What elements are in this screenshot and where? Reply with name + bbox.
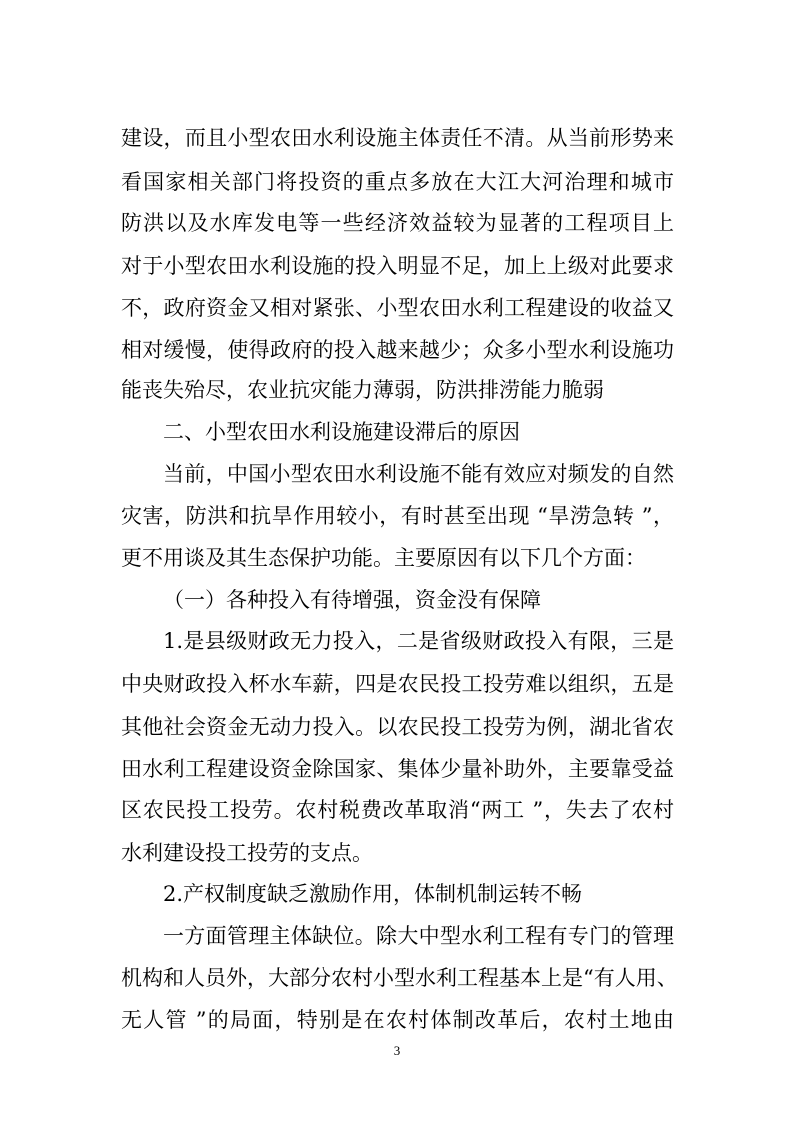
body-line: 对于小型农田水利设施的投入明显不足，加上上级对此要求: [121, 254, 674, 278]
body-line: 中央财政投入杯水车薪，四是农民投工投劳难以组织，五是: [121, 672, 674, 696]
body-line: 相对缓慢，使得政府的投入越来越少；众多小型水利设施功: [121, 338, 674, 362]
body-line: 其他社会资金无动力投入。以农民投工投劳为例，湖北省农: [121, 715, 674, 739]
body-line: 一方面管理主体缺位。除大中型水利工程有专门的管理: [163, 924, 674, 948]
body-line: 不，政府资金又相对紧张、小型农田水利工程建设的收益又: [121, 296, 674, 320]
body-line: 更不用谈及其生态保护功能。主要原因有以下几个方面：: [121, 546, 646, 570]
body-line: 能丧失殆尽，农业抗灾能力薄弱，防洪排涝能力脆弱: [121, 378, 604, 402]
subsection-heading: （一）各种投入有待增强，资金没有保障: [163, 588, 541, 612]
body-line: 无人管 ”的局面，特别是在农村体制改革后，农村土地由: [121, 1008, 674, 1032]
page-number: 3: [393, 1043, 401, 1058]
body-line: 机构和人员外，大部分农村小型水利工程基本上是“有人用、: [121, 966, 678, 990]
body-line: 灾害，防洪和抗旱作用较小，有时甚至出现 “旱涝急转 ”，: [121, 504, 674, 528]
body-line: 看国家相关部门将投资的重点多放在大江大河治理和城市: [121, 170, 674, 194]
subsection-heading: 2.产权制度缺乏激励作用，体制机制运转不畅: [163, 882, 583, 906]
body-line: 建设，而且小型农田水利设施主体责任不清。从当前形势来: [121, 126, 674, 150]
body-line: 水利建设投工投劳的支点。: [121, 841, 373, 865]
body-line: 当前，中国小型农田水利设施不能有效应对频发的自然: [163, 462, 674, 486]
body-line: 防洪以及水库发电等一些经济效益较为显著的工程项目上: [121, 211, 674, 235]
section-heading: 二、小型农田水利设施建设滞后的原因: [163, 420, 520, 444]
body-line: 田水利工程建设资金除国家、集体少量补助外，主要靠受益: [121, 757, 674, 781]
body-line: 区农民投工投劳。农村税费改革取消“两工 ”，失去了农村: [121, 798, 674, 822]
body-line: 1.是县级财政无力投入，二是省级财政投入有限，三是: [163, 629, 674, 653]
